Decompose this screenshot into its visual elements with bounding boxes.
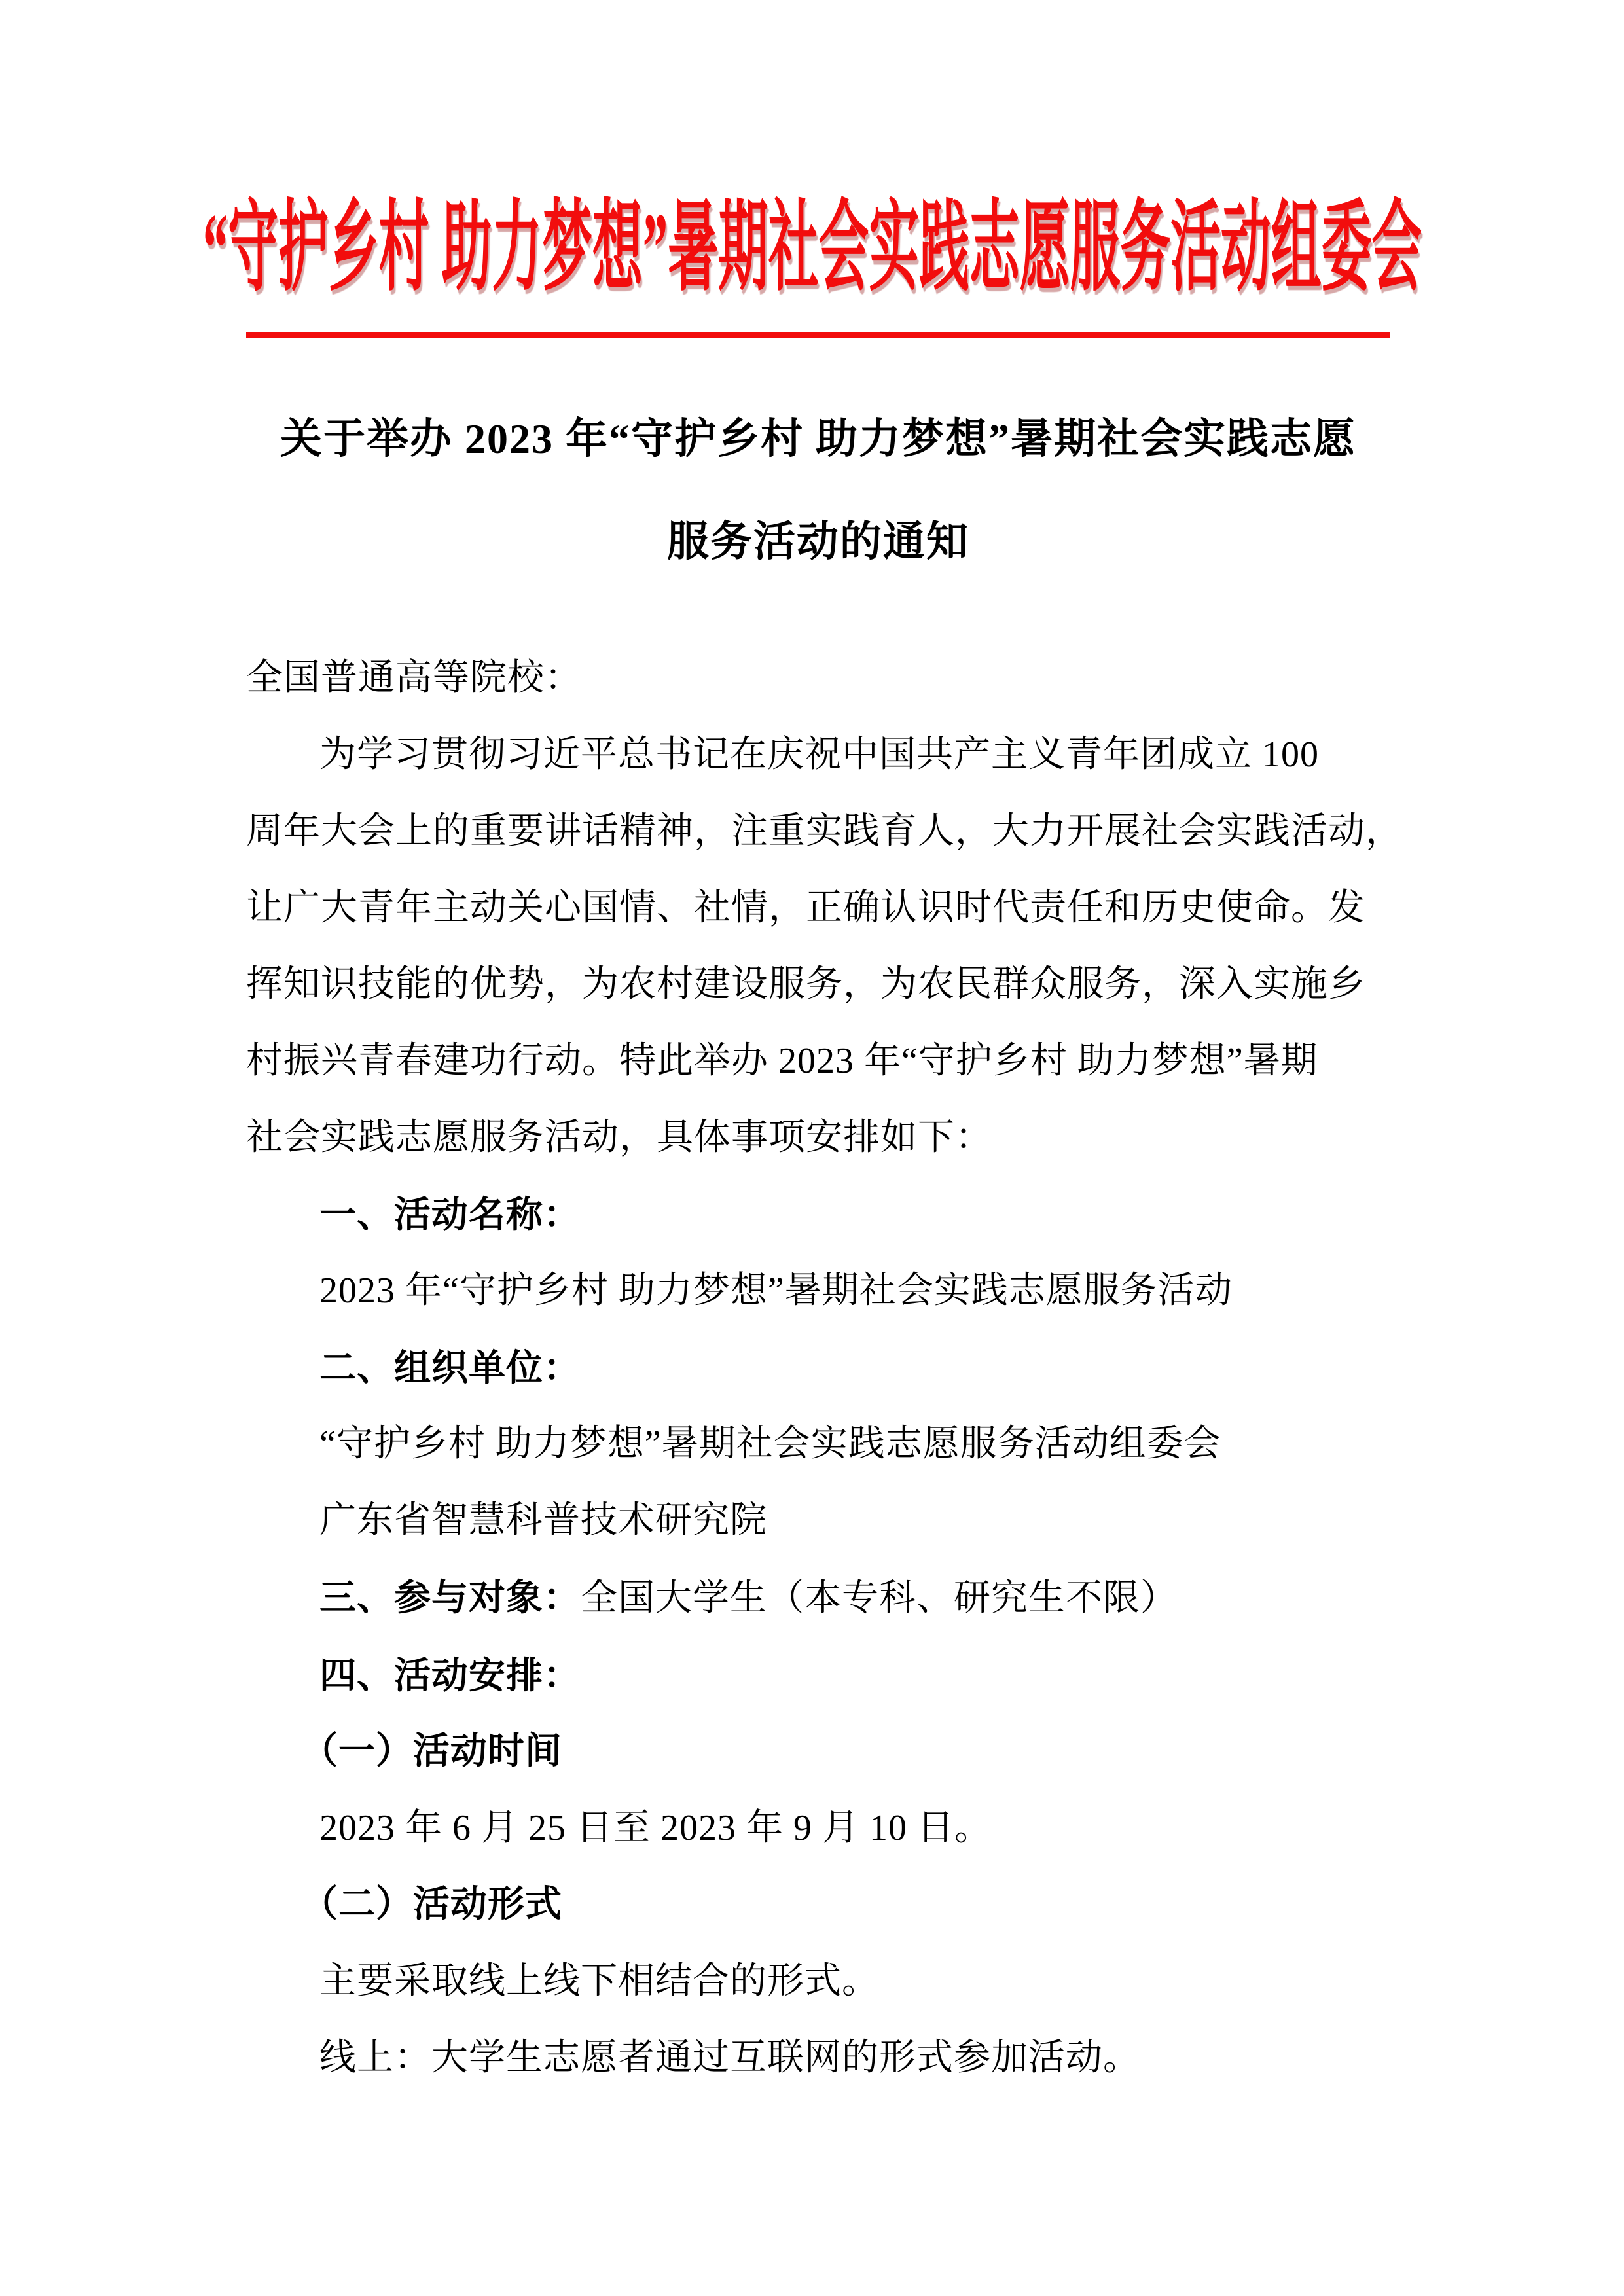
section-heading-2: 二、组织单位： <box>319 1347 581 1388</box>
section-1-content: 2023 年“守护乡村 助力梦想”暑期社会实践志愿服务活动 <box>319 1270 1233 1311</box>
letterhead-divider-line <box>246 332 1390 338</box>
section-2-content: “守护乡村 助力梦想”暑期社会实践志愿服务活动组委会 <box>319 1424 1221 1464</box>
document-title <box>246 387 1390 593</box>
letterhead-banner: “守护乡村 助力梦想”暑期社会实践志愿服务活动组委会 <box>202 192 1422 303</box>
title-line-1: 关于举办 2023 年“守护乡村 助力梦想”暑期社会实践志愿 <box>280 416 1356 462</box>
paragraph-line: 为学习贯彻习近平总书记在庆祝中国共产主义青年团成立 100 <box>319 734 1319 775</box>
paragraph-line: 周年大会上的重要讲话精神，注重实践育人，大力开展社会实践活动， <box>246 811 1403 852</box>
paragraph-line: 社会实践志愿服务活动，具体事项安排如下： <box>246 1117 992 1158</box>
section-heading-3 <box>246 1559 1390 1637</box>
salutation: 全国普通高等院校： <box>246 658 582 698</box>
subsection-heading-2: （二）活动形式 <box>301 1884 562 1925</box>
section-heading-3-label: 三、参与对象： <box>319 1577 581 1618</box>
subsection-heading-1: （一）活动时间 <box>301 1731 562 1772</box>
subsection-1-content: 2023 年 6 月 25 日至 2023 年 9 月 10 日。 <box>319 1808 992 1848</box>
paragraph-line: 村振兴青春建功行动。特此举办 2023 年“守护乡村 助力梦想”暑期 <box>246 1041 1318 1081</box>
subsection-2-content: 线上：大学生志愿者通过互联网的形式参加活动。 <box>319 2037 1140 2078</box>
title-line-2: 服务活动的通知 <box>667 518 969 565</box>
section-heading-4: 四、活动安排： <box>319 1655 581 1696</box>
document-body <box>246 640 1403 2096</box>
paragraph-line: 挥知识技能的优势，为农村建设服务，为农民群众服务，深入实施乡 <box>246 964 1365 1005</box>
paragraph-line: 让广大青年主动关心国情、社情，正确认识时代责任和历史使命。发 <box>246 888 1365 928</box>
section-3-content: 全国大学生（本专科、研究生不限） <box>581 1578 1178 1619</box>
section-heading-1: 一、活动名称： <box>319 1194 581 1235</box>
section-2-content: 广东省智慧科普技术研究院 <box>319 1500 767 1541</box>
subsection-2-content: 主要采取线上线下相结合的形式。 <box>319 1961 879 2001</box>
